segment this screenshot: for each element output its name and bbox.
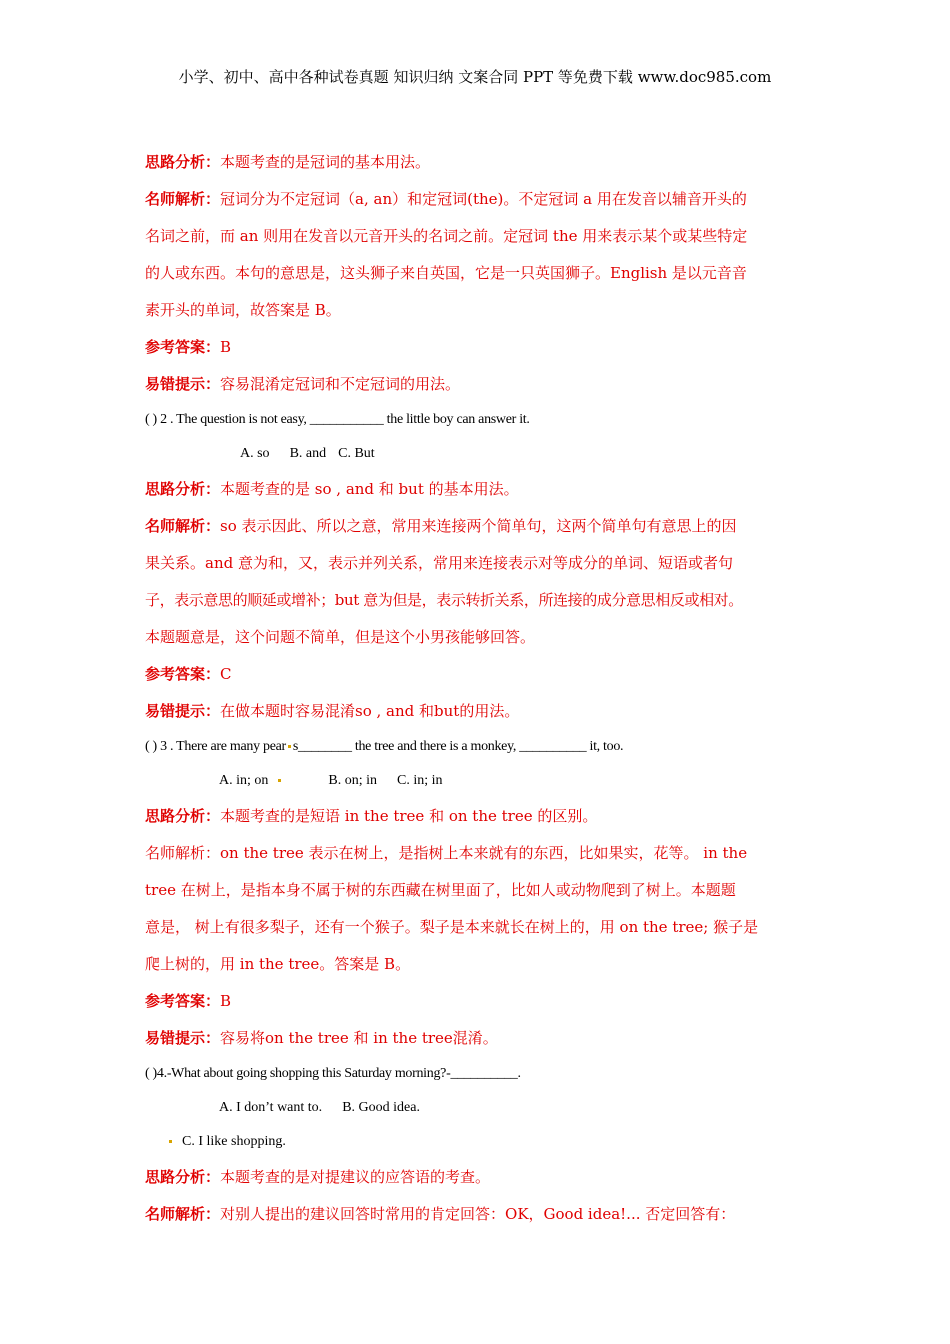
- q4-teacher-line-1: 名师解析：对别人提出的建议回答时常用的肯定回答：OK，Good idea!... 否定回答有：: [145, 1205, 736, 1223]
- stray-dot-icon: [278, 779, 281, 782]
- q3-teacher-line-3: 意是， 树上有很多梨子，还有一个猴子。梨子是本来就长在树上的，用 on the tree; 猴子是: [145, 918, 759, 936]
- q3-option-b: B. on; in: [328, 773, 378, 788]
- page-header: 小学、初中、高中各种试卷真题 知识归纳 文案合同 PPT 等免费下载 www.doc985.com: [178, 68, 772, 86]
- q3-options: [145, 764, 820, 798]
- stray-dot-icon: [288, 745, 291, 748]
- q4-question: ( )4.-What about going shopping this Saturday morning?-__________.: [145, 1066, 521, 1081]
- q2-option-c: C. But: [338, 446, 375, 461]
- q1-analysis: 思路分析：本题考查的是冠词的基本用法。: [145, 153, 431, 171]
- q2-teacher-line-2: 果关系。and 意为和，又，表示并列关系，常用来连接表示对等成分的单词、短语或者句: [145, 554, 733, 572]
- q2-question: ( ) 2 . The question is not easy, ___________ the little boy can answer it.: [145, 412, 530, 427]
- q4-option-b: B. Good idea.: [342, 1100, 420, 1115]
- q3-teacher-line-2: tree 在树上，是指本身不属于树的东西藏在树里面了，比如人或动物爬到了树上。本题题: [145, 881, 736, 899]
- q4-options-row-2: [145, 1125, 820, 1159]
- q2-option-b: B. and: [289, 446, 327, 461]
- q4-options-row-1: [145, 1091, 820, 1125]
- answer-label: 参考答案：: [145, 338, 221, 356]
- tip-label: 易错提示：: [145, 375, 221, 393]
- q1-teacher-line-3: 的人或东西。本句的意思是，这头狮子来自英国，它是一只英国狮子。English 是以元音音: [145, 264, 747, 282]
- q2-option-a: A. so: [240, 446, 270, 461]
- q3-question: ( ) 3 . There are many pear s________ the tree and there is a monkey, __________ it, too.: [145, 739, 624, 754]
- q3-option-c: C. in; in: [397, 773, 443, 788]
- teacher-label: 名师解析：: [145, 190, 221, 208]
- q2-teacher-line-1: 名师解析：so 表示因此、所以之意，常用来连接两个简单句，这两个简单句有意思上的因: [145, 517, 737, 535]
- q3-teacher-line-4: 爬上树的，用 in the tree。答案是 B。: [145, 955, 411, 973]
- q2-answer: 参考答案：C: [145, 665, 232, 683]
- q1-answer: 参考答案：B: [145, 338, 232, 356]
- teacher-label-plain: 名师解析：: [145, 844, 221, 862]
- q3-analysis: 思路分析：本题考查的是短语 in the tree 和 on the tree 的区别。: [145, 807, 598, 825]
- q1-teacher-line-1: 名师解析：冠词分为不定冠词（a, an）和定冠词(the)。不定冠词 a 用在发音以辅音开头的: [145, 190, 747, 208]
- q3-option-a: A. in; on: [219, 773, 269, 788]
- analysis-label: 思路分析：: [145, 153, 221, 171]
- q3-answer: 参考答案：B: [145, 992, 232, 1010]
- q4-option-c: C. I like shopping.: [182, 1134, 286, 1149]
- q2-tip: 易错提示：在做本题时容易混淆so , and 和but的用法。: [145, 702, 520, 720]
- q1-teacher-line-2: 名词之前，而 an 则用在发音以元音开头的名词之前。定冠词 the 用来表示某个或某些特定: [145, 227, 748, 245]
- q4-analysis: 思路分析：本题考查的是对提建议的应答语的考查。: [145, 1168, 491, 1186]
- q2-teacher-line-4: 本题题意是，这个问题不简单，但是这个小男孩能够回答。: [145, 628, 536, 646]
- q3-tip: 易错提示：容易将on the tree 和 in the tree混淆。: [145, 1029, 498, 1047]
- stray-dot-icon: [169, 1140, 172, 1143]
- document-body: [145, 144, 820, 1233]
- q4-option-a: A. I don’t want to.: [219, 1100, 323, 1115]
- q2-options: [145, 437, 820, 471]
- q3-teacher-line-1: 名师解析：on the tree 表示在树上，是指树上本来就有的东西，比如果实，花等。 in the: [145, 844, 748, 862]
- q2-analysis: 思路分析：本题考查的是 so , and 和 but 的基本用法。: [145, 480, 519, 498]
- q1-teacher-line-4: 素开头的单词，故答案是 B。: [145, 301, 341, 319]
- q2-teacher-line-3: 子，表示意思的顺延或增补；but 意为但是，表示转折关系，所连接的成分意思相反或相对。: [145, 591, 743, 609]
- q1-tip: 易错提示：容易混淆定冠词和不定冠词的用法。: [145, 375, 461, 393]
